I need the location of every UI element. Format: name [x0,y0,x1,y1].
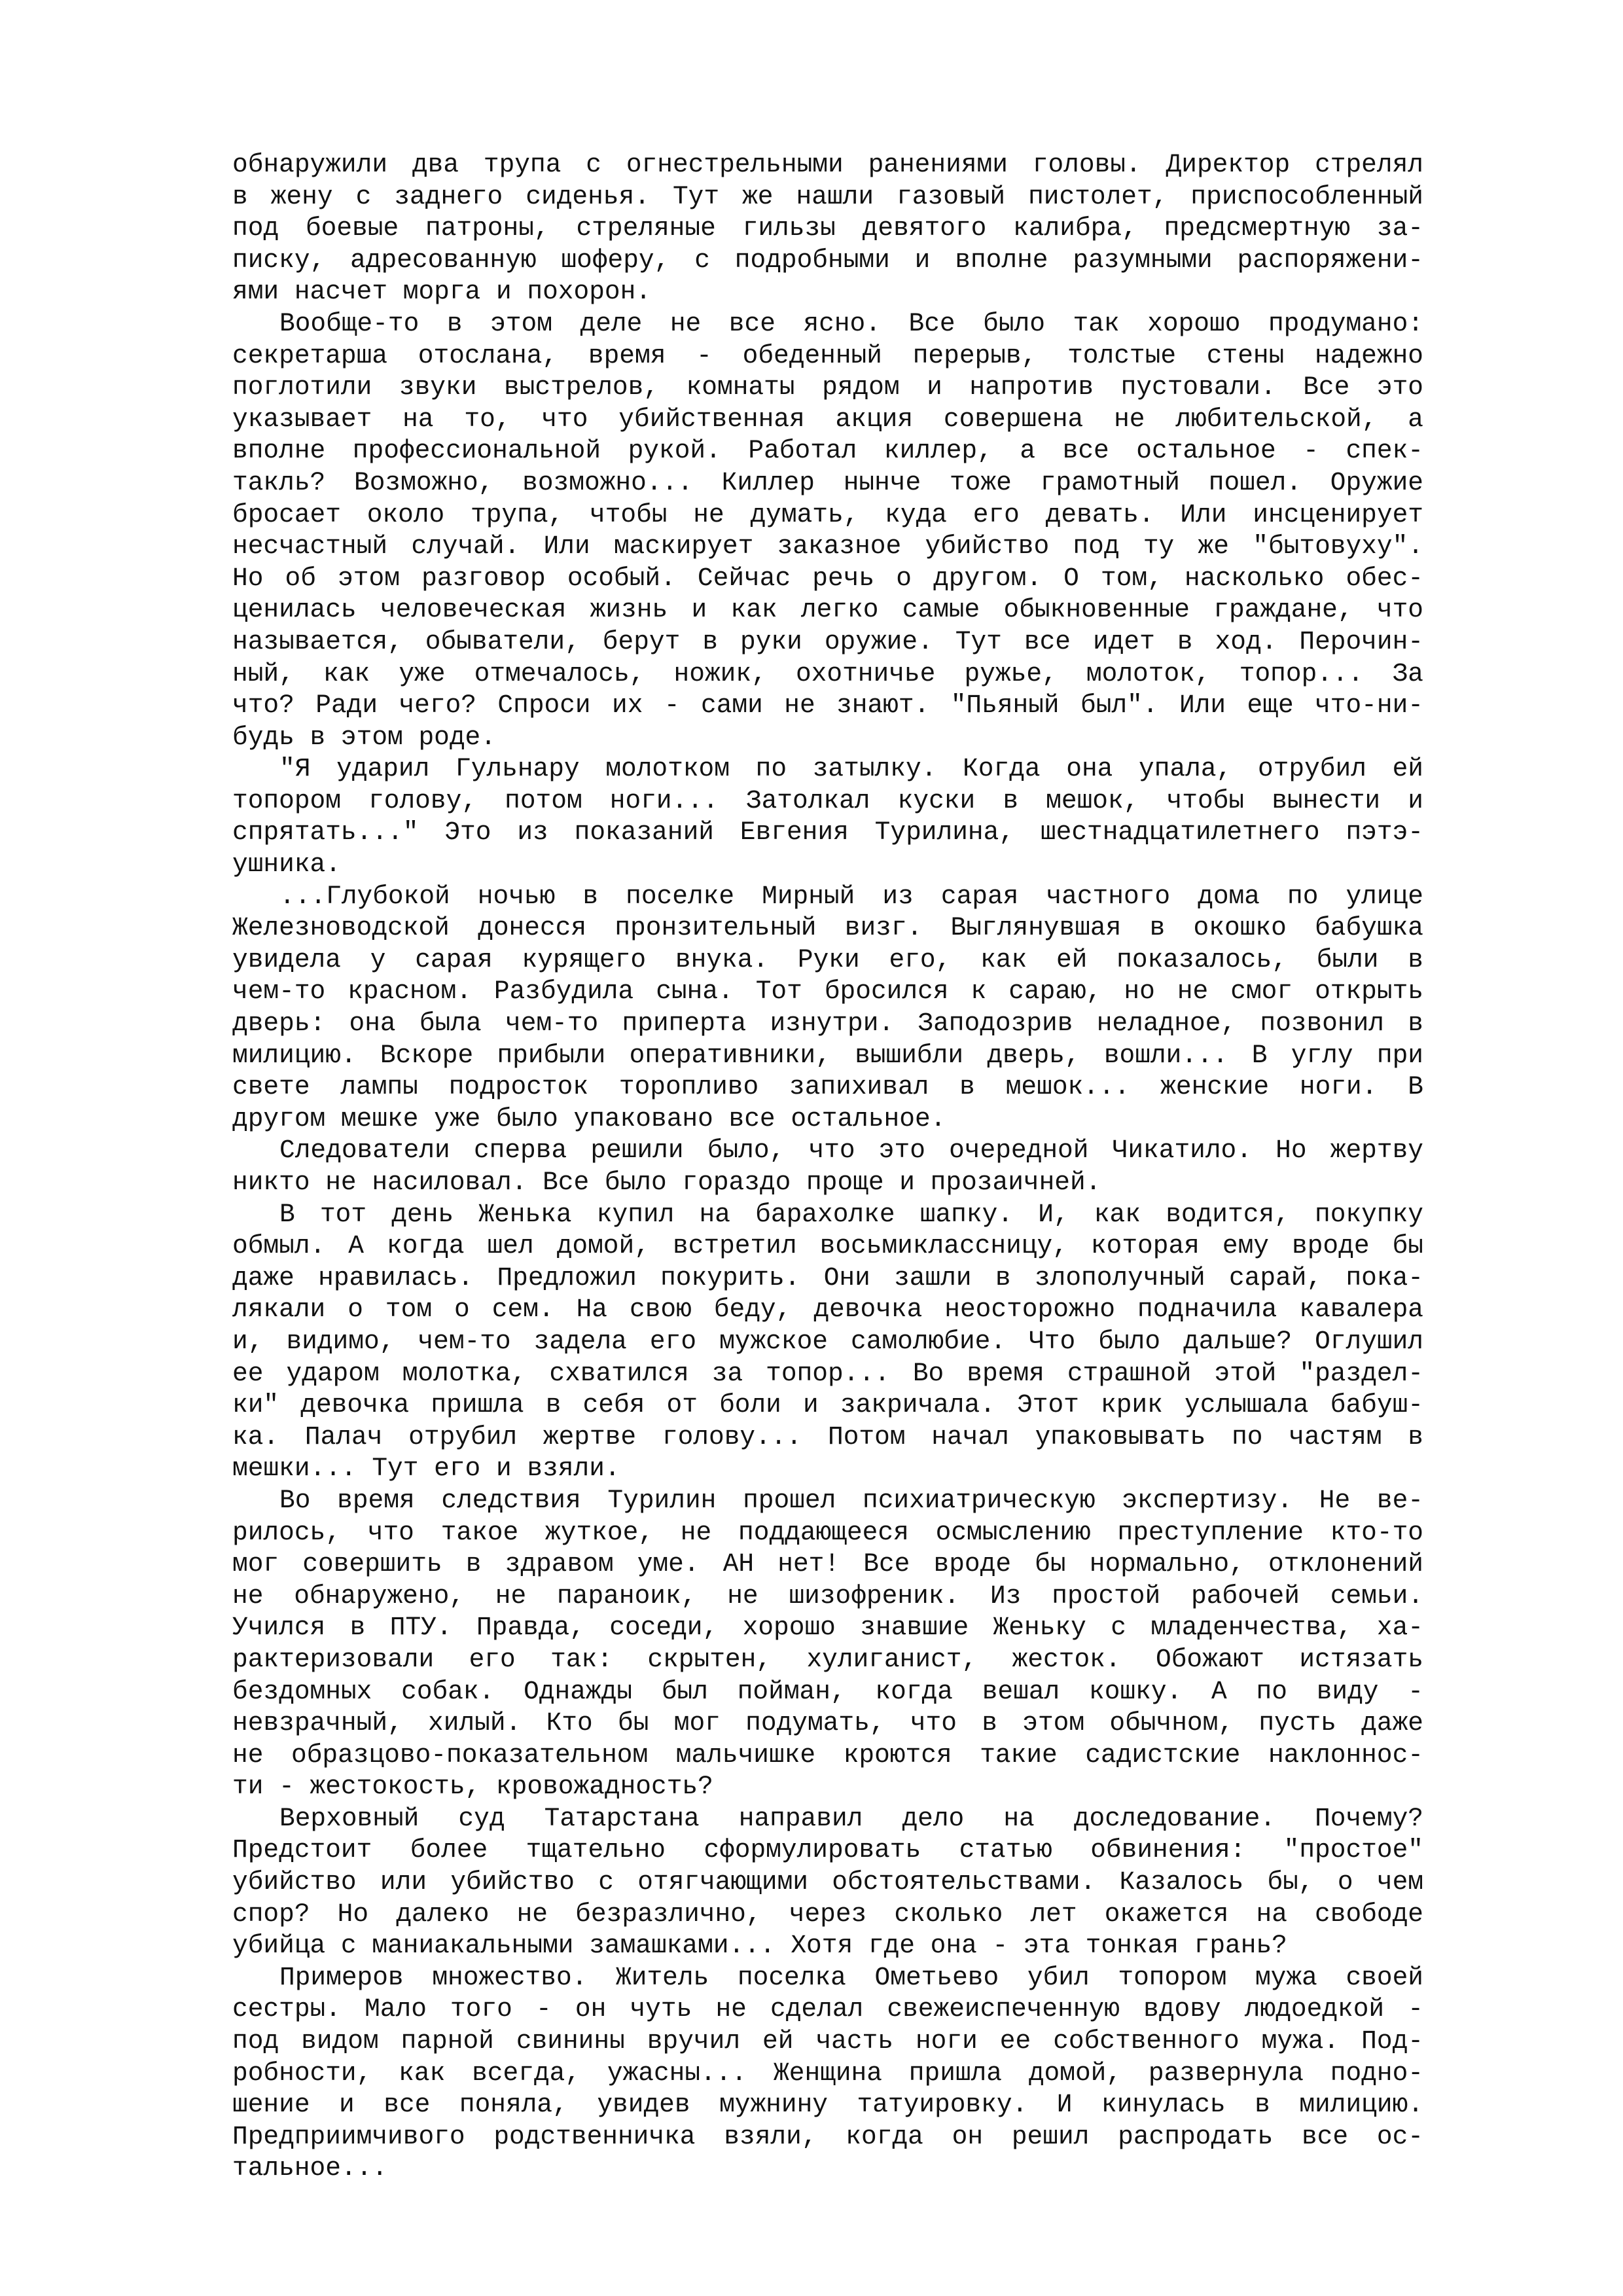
text-line: Во время следствия Турилин прошел психиатрическую экспертизу. Не ве- [279,1485,1423,1515]
text-line: ее ударом молотка, схватился за топор... Во время страшной этой "раздел- [232,1358,1423,1388]
text-line: увидела у сарая курящего внука. Руки его, как ей показалось, были в [232,944,1423,975]
text-line: такль? Возможно, возможно... Киллер нынче тоже грамотный пошел. Оружие [232,467,1423,497]
text-line: бездомных собак. Однажды был пойман, когда вешал кошку. А по виду - [232,1676,1423,1706]
text-line: спор? Но далеко не безразлично, через сколько лет окажется на свободе [232,1899,1423,1929]
text-line: ями насчет морга и похорон. [232,277,652,307]
text-line: другом мешке уже было упаковано все остальное. [232,1103,946,1134]
text-line: в жену с заднего сиденья. Тут же нашли газовый пистолет, приспособленный [232,181,1423,211]
text-line: указывает на то, что убийственная акция совершена не любительской, а [232,404,1423,434]
text-line: ки" девочка пришла в себя от боли и закричала. Этот крик услышала бабуш- [232,1390,1423,1420]
text-line: убийство или убийство с отягчающими обстоятельствами. Казалось бы, о чем [232,1867,1423,1897]
article-text [232,149,1423,2185]
text-line: Учился в ПТУ. Правда, соседи, хорошо знавшие Женьку с младенчества, ха- [232,1613,1423,1643]
text-line: бросает около трупа, чтобы не думать, куда его девать. Или инсценирует [232,499,1423,529]
text-line: что? Ради чего? Спроси их - сами не знают. "Пьяный был". Или еще что-ни- [232,691,1423,721]
text-line: вполне профессиональной рукой. Работал киллер, а все остальное - спек- [232,436,1423,466]
text-line: называется, обыватели, берут в руки оружие. Тут все идет в ход. Перочин- [232,626,1423,656]
text-line: обмыл. А когда шел домой, встретил восьмиклассницу, которая ему вроде бы [232,1231,1423,1261]
text-line: тальное... [232,2153,388,2183]
text-line: невзрачный, хилый. Кто бы мог подумать, что в этом обычном, пусть даже [232,1708,1423,1738]
text-line: будь в этом роде. [232,722,496,752]
text-line: милицию. Вскоре прибыли оперативники, вышибли дверь, вошли... В углу при [232,1040,1423,1070]
text-line: Предстоит более тщательно сформулировать статью обвинения: "простое" [232,1835,1423,1865]
text-line: сестры. Мало того - он чуть не сделал свежеиспеченную вдову людоедкой - [232,1994,1423,2024]
text-line: мог совершить в здравом уме. АН нет! Все вроде бы нормально, отклонений [232,1549,1423,1579]
text-line: ный, как уже отмечалось, ножик, охотничье ружье, молоток, топор... За [232,658,1423,689]
text-line: ти - жестокость, кровожадность? [232,1772,713,1802]
text-line: топором голову, потом ноги... Затолкал куски в мешок, чтобы вынести и [232,785,1423,816]
text-line: секретарша отослана, время - обеденный перерыв, толстые стены надежно [232,340,1423,370]
text-line: никто не насиловал. Все было гораздо проще и прозаичней. [232,1168,1101,1197]
text-line: спрятать..." Это из показаний Евгения Турилина, шестнадцатилетнего пэтэ- [232,817,1423,848]
text-line: несчастный случай. Или маскирует заказное убийство под ту же "бытовуху". [232,531,1423,562]
text-line: Но об этом разговор особый. Сейчас речь о другом. О том, насколько обес- [232,563,1423,593]
text-line: робности, как всегда, ужасны... Женщина пришла домой, развернула подно- [232,2058,1423,2088]
text-line: дверь: она была чем-то приперта изнутри. Заподозрив неладное, позвонил в [232,1009,1423,1039]
text-line: ценилась человеческая жизнь и как легко самые обыкновенные граждане, что [232,595,1423,625]
text-line: Следователи сперва решили было, что это очередной Чикатило. Но жертву [279,1136,1423,1166]
text-line: и, видимо, чем-то задела его мужское самолюбие. Что было дальше? Оглушил [232,1326,1423,1356]
text-line: ушника. [232,850,341,880]
text-line: В тот день Женька купил на барахолке шапку. И, как водится, покупку [279,1199,1423,1229]
text-line: не образцово-показательном мальчишке кроются такие садистские наклоннос- [232,1740,1423,1770]
text-line: рактеризовали его так: скрытен, хулиганист, жесток. Обожают истязать [232,1644,1423,1674]
text-line: чем-то красном. Разбудила сына. Тот бросился к сараю, но не смог открыть [232,977,1423,1007]
text-line: поглотили звуки выстрелов, комнаты рядом и напротив пустовали. Все это [232,372,1423,403]
text-line: Предприимчивого родственничка взяли, когда он решил распродать все ос- [232,2121,1423,2151]
text-line: не обнаружено, не параноик, не шизофреник. Из простой рабочей семьи. [232,1581,1423,1611]
text-line: обнаружили два трупа с огнестрельными ранениями головы. Директор стрелял [232,150,1423,179]
text-line: "Я ударил Гульнару молотком по затылку. Когда она упала, отрубил ей [279,754,1423,784]
text-line: Вообще-то в этом деле не все ясно. Все было так хорошо продумано: [279,308,1423,338]
text-line: под видом парной свинины вручил ей часть ноги ее собственного мужа. Под- [232,2026,1423,2056]
text-line: свете лампы подросток торопливо запихивал в мешок... женские ноги. В [232,1072,1423,1102]
text-line: Верховный суд Татарстана направил дело на доследование. Почему? [279,1803,1423,1833]
text-line: шение и все поняла, увидев мужнину татуировку. И кинулась в милицию. [232,2090,1423,2120]
text-line: рилось, что такое жуткое, не поддающееся осмыслению преступление кто-то [232,1517,1423,1547]
text-line: даже нравилась. Предложил покурить. Они зашли в злополучный сарай, пока- [232,1263,1423,1293]
text-line: лякали о том о сем. На свою беду, девочка неосторожно подначила кавалера [232,1295,1423,1325]
text-line: убийца с маниакальными замашками... Хотя где она - эта тонкая грань? [232,1931,1287,1961]
text-line: Железноводской донесся пронзительный визг. Выглянувшая в окошко бабушка [232,913,1423,943]
text-line: под боевые патроны, стреляные гильзы девятого калибра, предсмертную за- [232,213,1423,243]
text-line: мешки... Тут его и взяли. [232,1454,620,1484]
text-line: ка. Палач отрубил жертве голову... Потом начал упаковывать по частям в [232,1422,1423,1452]
text-line: писку, адресованную шоферу, с подробными и вполне разумными распоряжени- [232,245,1423,275]
text-line: Примеров множество. Житель поселка Ометьево убил топором мужа своей [279,1962,1423,1992]
text-line: ...Глубокой ночью в поселке Мирный из сарая частного дома по улице [279,881,1423,911]
